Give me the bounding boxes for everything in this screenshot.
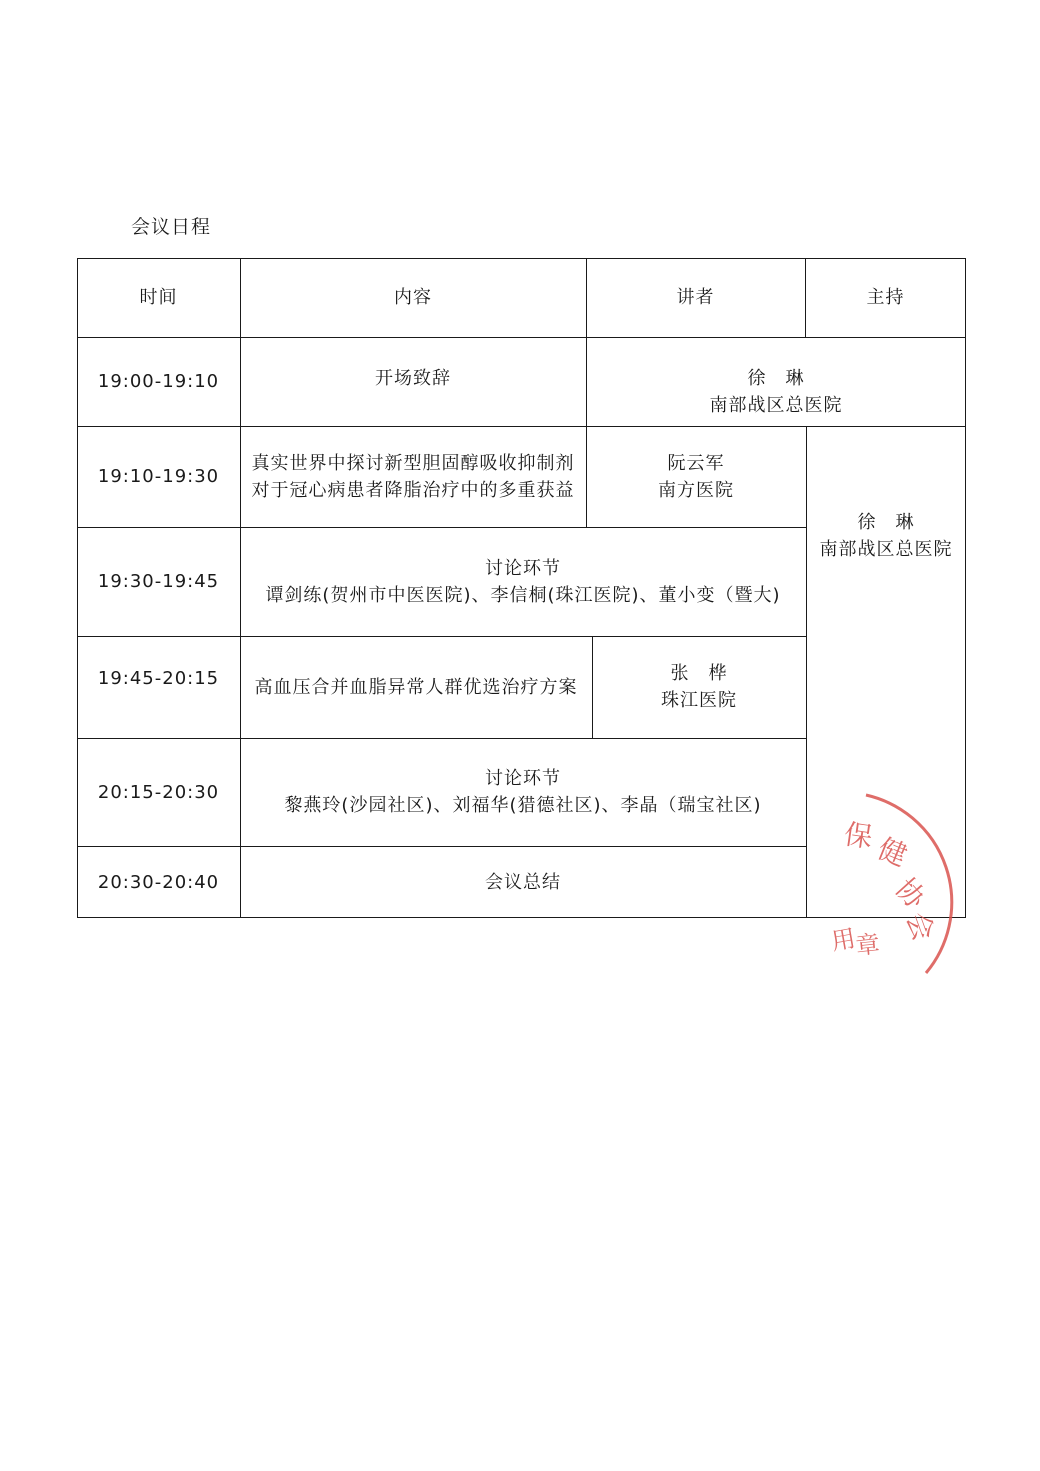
page-title: 会议日程 xyxy=(131,216,212,238)
seal-stamp-icon xyxy=(826,783,986,983)
row-2-time xyxy=(77,426,240,527)
speaker-org: 珠江医院 xyxy=(661,690,737,711)
row-2-speaker xyxy=(586,426,806,527)
svg-text:用: 用 xyxy=(829,924,858,956)
time-label: 20:15-20:30 xyxy=(97,781,220,803)
speaker-name: 阮云军 xyxy=(667,452,725,474)
content-label: 开场致辞 xyxy=(375,368,451,389)
host-cell xyxy=(806,426,966,646)
discussion-title: 讨论环节 xyxy=(485,557,561,579)
time-label: 19:00-19:10 xyxy=(97,371,220,392)
row-5-time xyxy=(77,738,240,846)
discussion-title: 讨论环节 xyxy=(485,768,561,789)
speaker-name: 张 桦 xyxy=(670,663,728,684)
svg-text:章: 章 xyxy=(854,929,882,961)
time-label: 20:30-20:40 xyxy=(97,871,220,893)
host-name: 徐 琳 xyxy=(857,512,915,533)
svg-text:健: 健 xyxy=(873,831,912,873)
row-1-time xyxy=(77,337,240,426)
row-1-speaker xyxy=(586,337,966,426)
svg-text:协: 协 xyxy=(888,872,933,915)
row-3-time xyxy=(77,527,240,636)
time-label: 19:45-20:15 xyxy=(97,668,220,689)
row-4-speaker xyxy=(592,636,806,738)
header-time-label: 时间 xyxy=(139,287,178,308)
row-4-time xyxy=(77,636,240,738)
header-content xyxy=(240,258,586,337)
header-content-label: 内容 xyxy=(394,287,432,308)
speaker-org: 南部战区总医院 xyxy=(709,395,843,416)
host-org: 南部战区总医院 xyxy=(819,539,953,560)
header-speaker xyxy=(586,258,805,337)
row-1-content xyxy=(240,337,586,426)
row-3-content xyxy=(240,527,806,636)
content-label: 真实世界中探讨新型胆固醇吸收抑制剂对于冠心病患者降脂治疗中的多重获益 xyxy=(251,452,575,501)
header-host-label: 主持 xyxy=(866,287,905,308)
discussion-participants: 黎燕玲(沙园社区)、刘福华(猎德社区)、李晶（瑞宝社区) xyxy=(284,795,762,816)
row-6-content xyxy=(240,846,806,918)
svg-text:会: 会 xyxy=(899,907,941,946)
header-host xyxy=(805,258,966,337)
row-6-time xyxy=(77,846,240,918)
time-label: 19:10-19:30 xyxy=(97,466,220,487)
svg-text:保: 保 xyxy=(842,817,875,855)
row-2-content xyxy=(240,426,586,527)
row-5-content xyxy=(240,738,806,846)
discussion-participants: 谭剑练(贺州市中医医院)、李信桐(珠江医院)、董小变（暨大) xyxy=(265,584,781,606)
content-label: 高血压合并血脂异常人群优选治疗方案 xyxy=(254,676,578,698)
header-speaker-label: 讲者 xyxy=(676,287,715,308)
content-label: 会议总结 xyxy=(485,871,561,893)
speaker-org: 南方医院 xyxy=(658,479,734,501)
header-time xyxy=(77,258,240,337)
time-label: 19:30-19:45 xyxy=(97,571,220,592)
speaker-name: 徐 琳 xyxy=(747,368,805,389)
row-4-content xyxy=(240,636,592,738)
